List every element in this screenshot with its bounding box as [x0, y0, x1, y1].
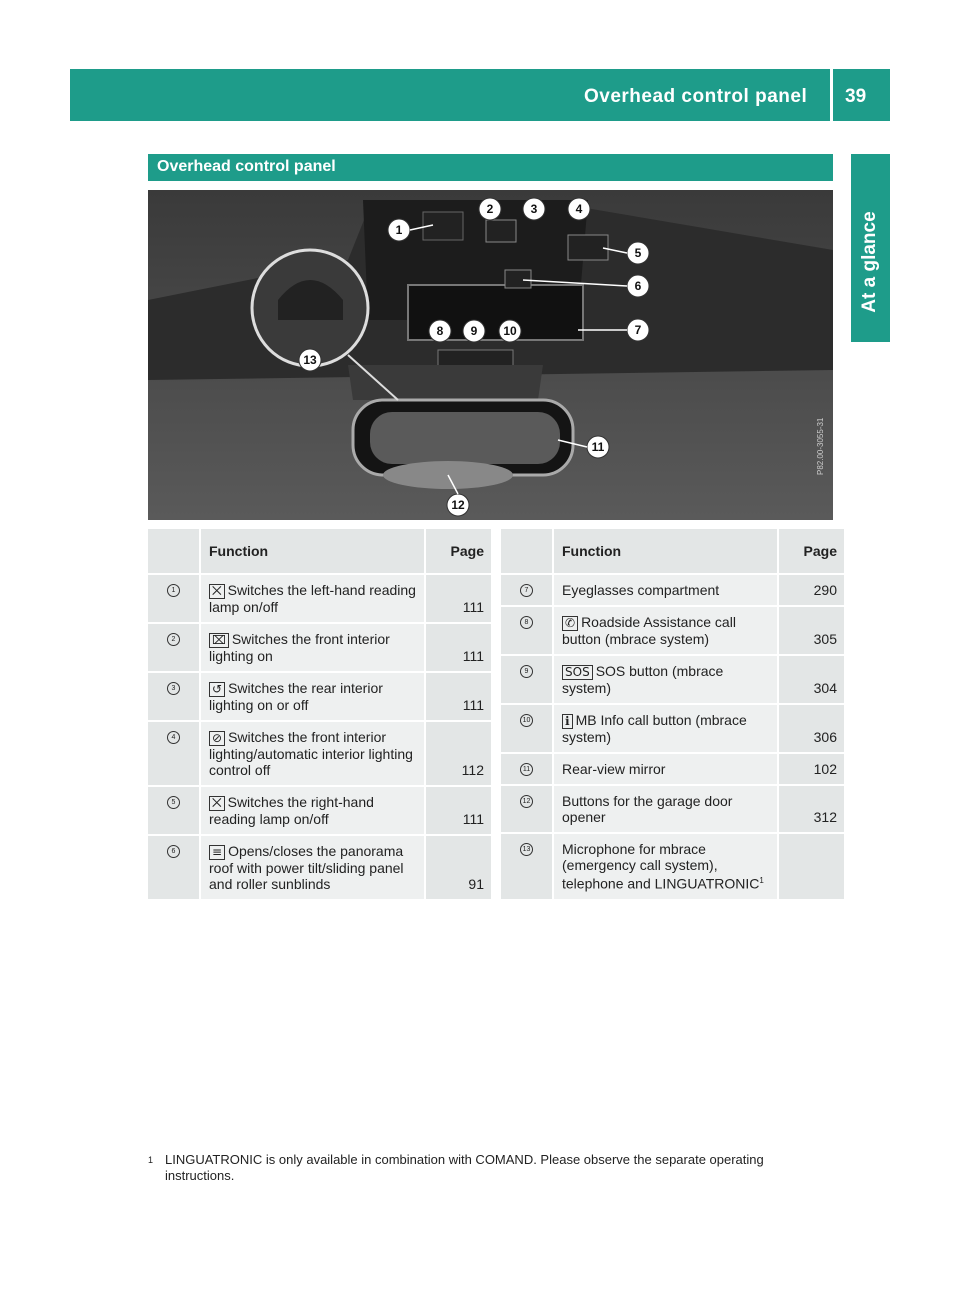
function-cell: [553, 655, 778, 704]
svg-text:7: 7: [634, 323, 642, 337]
function-text: Switches the left-hand reading lamp on/off: [209, 582, 416, 615]
panorama-roof-icon: ≡: [209, 845, 225, 860]
function-text: MB Info call button (mbrace system): [562, 712, 747, 745]
function-cell: [553, 574, 778, 606]
table-row: [148, 721, 491, 786]
item-number-cell: [501, 833, 553, 900]
header-divider: [830, 69, 833, 121]
svg-text:5: 5: [634, 246, 642, 260]
page-reference: 111: [425, 786, 491, 835]
page-reference: 111: [425, 672, 491, 721]
page-reference: 304: [778, 655, 844, 704]
item-number-cell: [148, 574, 200, 623]
svg-text:P82.00-3055-31: P82.00-3055-31: [816, 417, 825, 475]
rear-interior-light-icon: ↺: [209, 682, 225, 697]
section-title: Overhead control panel: [157, 158, 336, 175]
item-number: 11: [520, 763, 533, 776]
item-number: 2: [167, 633, 180, 646]
item-number: 8: [520, 616, 533, 629]
svg-text:12: 12: [451, 498, 465, 512]
item-number-cell: [148, 672, 200, 721]
table-row: [501, 606, 844, 655]
page-header-title: Overhead control panel: [584, 86, 808, 107]
function-cell: [200, 574, 425, 623]
front-interior-light-icon: ⌧: [209, 633, 229, 648]
table-row: [501, 785, 844, 833]
column-header-function: Function: [553, 529, 778, 574]
function-text: Switches the front interior lighting on: [209, 631, 390, 664]
svg-text:1: 1: [395, 223, 403, 237]
item-number: 6: [167, 845, 180, 858]
page-reference: 305: [778, 606, 844, 655]
item-number-cell: [501, 606, 553, 655]
function-text: Switches the front interior lighting/automatic interior lighting control off: [209, 729, 413, 778]
page-reference: 112: [425, 721, 491, 786]
footnote-text: LINGUATRONIC is only available in combination with COMAND. Please observe the separate operating instructions.: [165, 1152, 764, 1183]
item-number-cell: [501, 785, 553, 833]
function-text: Roadside Assistance call button (mbrace system): [562, 614, 736, 647]
function-cell: [200, 623, 425, 672]
footnote-number: 1: [148, 1155, 154, 1165]
item-number-cell: [148, 835, 200, 900]
item-number-cell: [501, 704, 553, 753]
page-reference: 111: [425, 623, 491, 672]
function-table-left: [148, 529, 491, 901]
function-text: Rear-view mirror: [562, 761, 666, 777]
item-number: 12: [520, 795, 533, 808]
svg-text:13: 13: [303, 353, 317, 367]
svg-text:9: 9: [470, 324, 478, 338]
svg-text:8: 8: [436, 324, 444, 338]
sos-icon: SOS: [562, 665, 593, 680]
function-text: Buttons for the garage door opener: [562, 793, 733, 825]
item-number: 7: [520, 584, 533, 597]
page-reference: [778, 833, 844, 900]
svg-text:11: 11: [591, 440, 605, 454]
function-cell: [553, 753, 778, 785]
function-cell: [200, 672, 425, 721]
function-text: Switches the rear interior lighting on or off: [209, 680, 383, 713]
page-reference: 290: [778, 574, 844, 606]
function-cell: [200, 835, 425, 900]
interior-light-off-icon: ⊘: [209, 731, 225, 746]
function-text: Eyeglasses compartment: [562, 582, 720, 598]
table-row: [501, 655, 844, 704]
table-row: [148, 574, 491, 623]
column-header-function: Function: [200, 529, 425, 574]
item-number-cell: [501, 655, 553, 704]
function-text: SOS button (mbrace system): [562, 663, 724, 696]
function-text: Opens/closes the panorama roof with power tilt/sliding panel and roller sunblinds: [209, 843, 404, 892]
function-cell: [553, 704, 778, 753]
function-cell: [200, 786, 425, 835]
page-reference: 312: [778, 785, 844, 833]
item-number: 1: [167, 584, 180, 597]
function-cell: [553, 785, 778, 833]
table-row: [148, 672, 491, 721]
table-row: [148, 835, 491, 900]
function-text: Microphone for mbrace (emergency call system), telephone and LINGUATRONIC: [562, 841, 760, 892]
item-number: 5: [167, 796, 180, 809]
svg-text:10: 10: [503, 324, 517, 338]
svg-text:6: 6: [634, 279, 642, 293]
item-number-cell: [148, 786, 200, 835]
table-row: [501, 753, 844, 785]
reading-lamp-icon: ⨉: [209, 796, 225, 811]
function-text: Switches the right-hand reading lamp on/off: [209, 794, 374, 827]
roadside-assistance-icon: ✆: [562, 616, 578, 631]
info-call-icon: ℹ: [562, 714, 573, 729]
overhead-panel-photo: [148, 190, 833, 520]
item-number: 13: [520, 843, 533, 856]
item-number-cell: [148, 721, 200, 786]
svg-text:3: 3: [530, 202, 538, 216]
footnote-reference: 1: [759, 876, 764, 885]
item-number-cell: [148, 623, 200, 672]
table-row: [501, 574, 844, 606]
item-number: 10: [520, 714, 533, 727]
page-reference: 102: [778, 753, 844, 785]
function-cell: [553, 606, 778, 655]
page-reference: 306: [778, 704, 844, 753]
function-cell: [200, 721, 425, 786]
reading-lamp-icon: ⨉: [209, 584, 225, 599]
page-reference: 111: [425, 574, 491, 623]
svg-text:4: 4: [575, 202, 583, 216]
page-number: 39: [845, 86, 867, 107]
item-number-cell: [501, 753, 553, 785]
item-number: 9: [520, 665, 533, 678]
table-row: [501, 833, 844, 900]
svg-text:2: 2: [486, 202, 494, 216]
footnote: [148, 1152, 828, 1184]
item-number: 4: [167, 731, 180, 744]
function-cell: [553, 833, 778, 900]
table-row: [148, 786, 491, 835]
column-header-page: Page: [425, 529, 491, 574]
item-number: 3: [167, 682, 180, 695]
item-number-cell: [501, 574, 553, 606]
function-table-right: [501, 529, 844, 901]
column-header-page: Page: [778, 529, 844, 574]
table-row: [148, 623, 491, 672]
side-tab-label: At a glance: [859, 211, 880, 313]
page-reference: 91: [425, 835, 491, 900]
table-row: [501, 704, 844, 753]
